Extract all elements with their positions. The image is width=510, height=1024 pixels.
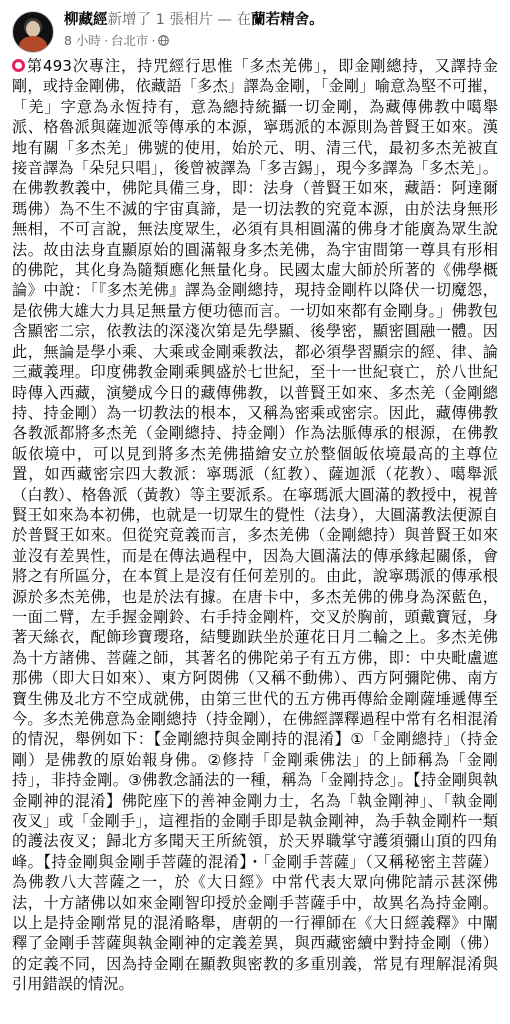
post-time[interactable]: 8 小時 xyxy=(64,33,101,48)
post-header xyxy=(0,0,510,50)
avatar-robe xyxy=(19,36,47,53)
meta-separator: · xyxy=(103,33,108,48)
post-text: 第493次專注，持咒經行思惟「多杰羌佛」，即金剛總持，又譯持金剛，或持金剛佛，依藏語「多杰」譯為金剛，「金剛」喻意為堅不可摧，「羌」字意為永恆持有，意為總持統攝一切金剛，為藏傳佛教中噶舉派、格魯派與薩迦派等傳承的本源，寧瑪派的本源則為普賢王如來。漢地有關「多杰羌」佛號的使用，始於元、明、清三代，最初多杰羌被直接音譯為「朵兒只唱」，後曾被譯為「多吉錫」，現今多譯為「多杰羌」。在佛教教義中，佛陀具備三身，即：法身（普賢王如來，藏語：阿達爾瑪佛）為不生不滅的宇宙真諦，是一切法教的究竟本源，由於法身無形無相，不可言說，無法度眾生，必須有具相圓滿的佛身才能廣為眾生說法。故由法身直顯原始的圓滿報身多杰羌佛，為宇宙間第一尊具有形相的佛陀，其化身為隨類應化無量化身。民國太虛大師於所著的《佛學概論》中說：「『多杰羌佛』譯為金剛總持，現持金剛杵以降伏一切魔怨，是依佛大雄大力具足無量方便功德而言。一切如來都有金剛身。」佛教包含顯密二宗，依教法的深淺次第是先學顯、後學密，顯密圓融一體。因此，無論是學小乘、大乘或金剛乘教法，都必須學習顯宗的經、律、論三藏義理。印度佛教金剛乘興盛於七世紀，至十一世紀衰亡，於八世紀時傳入西藏，演變成今日的藏傳佛教，以普賢王如來、多杰羌（金剛總持、持金剛）為一切教法的根本，又稱為密乘或密宗。因此，藏傳佛教各教派都將多杰羌（金剛總持、持金剛）作為法脈傳承的根源，在佛教皈依境中，可以見到將多杰羌佛描繪安立於整個皈依境最高的主尊位置，如西藏密宗四大教派：寧瑪派（紅教）、薩迦派（花教）、噶舉派（白教）、格魯派（黃教）等主要派系。在寧瑪派大圓滿的教授中，視普賢王如來為本初佛，也就是一切眾生的覺性（法身），大圓滿教法便源自於普賢王如來。但從究竟義而言，多杰羌佛（金剛總持）與普賢王如來並沒有差異性，而是在傳法過程中，因為大圓滿法的傳承緣起關係，會將之有所區分，在本質上是沒有任何差別的。由此，說寧瑪派的傳承根源於多杰羌佛，也是於法有據。在唐卡中，多杰羌佛的佛身為深藍色，一面二臂，左手握金剛鈴、右手持金剛杵，交叉於胸前，頭戴寶冠，身著天絲衣，配飾珍寶瓔珞，結雙跏趺坐於蓮花日月二輪之上。多杰羌佛為十方諸佛、菩薩之師，其著名的佛陀弟子有五方佛，即：中央毗盧遮那佛（即大日如來）、東方阿閦佛（又稱不動佛）、西方阿彌陀佛、南方寶生佛及北方不空成就佛，由第三世代的五方佛再傳給金剛薩埵遞傳至今。多杰羌佛意為金剛總持（持金剛），在佛經譯釋過程中常有名相混淆的情況，舉例如下：【金剛總持與金剛持的混淆】①「金剛總持」（持金剛）是佛教的原始報身佛。②修持「金剛乘佛法」的上師稱為「金剛持」，非持金剛。③佛教念誦法的一種，稱為「金剛持念」。【持金剛與執金剛神的混淆】佛陀座下的善神金剛力士，名為「執金剛神」、「執金剛夜叉」或「金剛手」，這裡指的金剛手即是執金剛神，為手執金剛杵一類的護法夜叉；歸北方多聞天王所統領，於天界職掌守護須彌山頂的四角峰。【持金剛與金剛手菩薩的混淆】・「金剛手菩薩」（又稱秘密主菩薩）為佛教八大菩薩之一，於《大日經》中常代表大眾向佛陀請示甚深佛法，十方諸佛以如來金剛智印授於金剛手菩薩手中，故異名為持金剛。以上是持金剛常見的混淆略舉，唐朝的一行禪師在《大日經義釋》中闡釋了金剛手菩薩與執金剛神的定義差異，與西藏密續中對持金剛（佛）的定義不同，因為持金剛在顯教與密教的多重別義，常見有理解混淆與引用錯誤的情況。 xyxy=(12,57,498,994)
meta-separator-2: · xyxy=(151,33,156,48)
post-action-text: 新增了 1 張相片 — 在 xyxy=(107,12,252,28)
header-line1 xyxy=(64,11,324,30)
avatar[interactable] xyxy=(12,11,54,53)
page-suffix: 。 xyxy=(309,12,324,28)
post-meta xyxy=(64,31,324,50)
post-location[interactable]: 台北市 xyxy=(110,33,149,48)
post-body xyxy=(0,50,510,995)
red-circle-icon xyxy=(12,59,25,72)
header-text xyxy=(64,11,324,50)
avatar-face xyxy=(26,21,40,37)
author-name[interactable]: 柳藏經 xyxy=(64,12,108,28)
globe-icon[interactable] xyxy=(158,35,169,46)
page-name[interactable]: 蘭若精舍 xyxy=(251,12,310,28)
